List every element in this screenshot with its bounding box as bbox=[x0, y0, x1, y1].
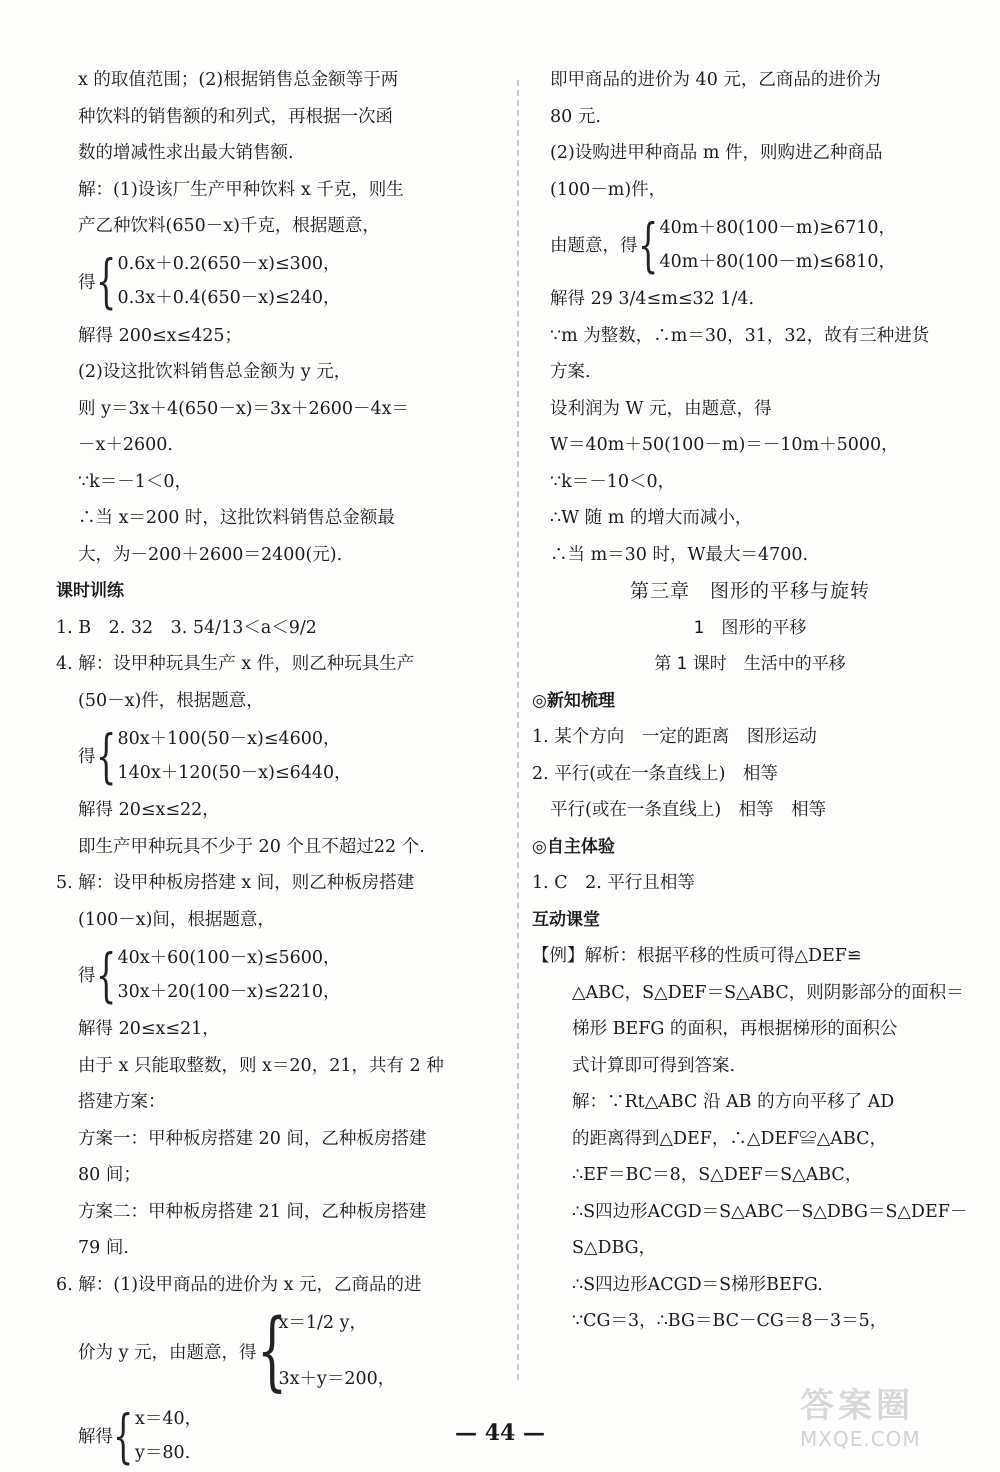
text-line: －x＋2600. bbox=[78, 435, 173, 455]
system-prefix: 由题意，得 bbox=[550, 236, 638, 256]
question-line: 4. 解：设甲种玩具生产 x 件，则乙种玩具生产 bbox=[56, 654, 415, 674]
watermark-logo: 答案圈 bbox=[800, 1386, 914, 1426]
text-line: 数的增减性求出最大销售额. bbox=[78, 143, 294, 163]
brace-icon: { bbox=[95, 721, 116, 790]
system-row: 30x＋20(100－x)≤2210， bbox=[117, 981, 341, 1002]
text-line: 即甲商品的进价为 40 元，乙商品的进价为 bbox=[550, 70, 881, 90]
text-line: 解：(1)设该厂生产甲种饮料 x 千克，则生 bbox=[78, 179, 404, 200]
text-line: 则 y＝3x＋4(650－x)＝3x＋2600－4x＝ bbox=[78, 398, 410, 419]
text-line: 80 元. bbox=[550, 106, 601, 127]
text-line: 种饮料的销售额的和列式，再根据一次函 bbox=[78, 106, 393, 127]
text-line: 解得 20≤x≤21， bbox=[78, 1019, 220, 1039]
brace-icon: { bbox=[95, 940, 116, 1009]
text-line: (2)设购进甲种商品 m 件，则购进乙种商品 bbox=[550, 143, 883, 163]
system-prefix: 得 bbox=[78, 966, 96, 986]
brace-icon: { bbox=[113, 1401, 134, 1470]
brace-icon: { bbox=[95, 247, 116, 315]
section-heading: 互动课堂 bbox=[532, 909, 600, 930]
text-line: ∵m 为整数，∴m＝30，31，32，故有三种进货 bbox=[550, 325, 930, 346]
text-line: (100－m)件， bbox=[550, 179, 667, 200]
section-heading: ◎自主体验 bbox=[532, 836, 615, 857]
example-line: △ABC，S△DEF＝S△ABC，则阴影部分的面积＝ bbox=[572, 982, 964, 1003]
inequality-system bbox=[78, 938, 498, 1011]
text-line: (100－x)间，根据题意， bbox=[78, 909, 275, 930]
example-line: 解：∵Rt△ABC 沿 AB 的方向平移了 AD bbox=[572, 1092, 895, 1112]
answer-line: 1. C 2. 平行且相等 bbox=[532, 873, 695, 893]
text-line: (50－x)件，根据题意， bbox=[78, 690, 264, 711]
example-line: 式计算即可得到答案. bbox=[572, 1055, 736, 1076]
system-prefix: 解得 bbox=[78, 1427, 113, 1447]
system-row: x＝1/2 y， bbox=[278, 1313, 367, 1333]
inequality-system bbox=[550, 208, 950, 281]
question-line: 5. 解：设甲种板房搭建 x 间，则乙种板房搭建 bbox=[56, 873, 415, 893]
text-line: ∴W 随 m 的增大而减小， bbox=[550, 508, 753, 528]
section-heading: 课时训练 bbox=[56, 581, 124, 601]
text-line: x 的取值范围；(2)根据销售总金额等于两 bbox=[78, 70, 399, 90]
brace-icon: { bbox=[256, 1301, 287, 1401]
text-line: 方案一：甲种板房搭建 20 间，乙种板房搭建 bbox=[78, 1128, 427, 1149]
text-line: ∵k＝－1＜0， bbox=[78, 471, 193, 492]
watermark bbox=[800, 1378, 980, 1458]
brace-icon: { bbox=[637, 210, 658, 279]
inequality-system bbox=[78, 245, 498, 318]
text-line: ∴当 x＝200 时，这批饮料销售总金额最 bbox=[78, 508, 395, 528]
answer-line: 平行(或在一条直线上) 相等 相等 bbox=[550, 800, 827, 820]
text-line: ∴当 m＝30 时，W最大＝4700. bbox=[550, 544, 809, 565]
text-line: 解得 29 3/4≤m≤32 1/4. bbox=[550, 289, 755, 309]
system-row: 0.6x＋0.2(650－x)≤300， bbox=[117, 254, 341, 274]
text-line: W＝40m＋50(100－m)＝－10m＋5000， bbox=[550, 435, 899, 455]
right-column bbox=[532, 62, 968, 1340]
question-line: 6. 解：(1)设甲商品的进价为 x 元，乙商品的进 bbox=[56, 1274, 422, 1295]
example-line: ∵CG＝3，∴BG＝BC－CG＝8－3＝5， bbox=[572, 1311, 888, 1331]
text-line: 产乙种饮料(650－x)千克，根据题意， bbox=[78, 216, 380, 236]
text-line: 搭建方案： bbox=[78, 1092, 166, 1112]
system-prefix: 得 bbox=[78, 747, 96, 767]
example-line: 的距离得到△DEF，∴△DEF≌△ABC， bbox=[572, 1128, 887, 1149]
answer-line: 1. 某个方向 一定的距离 图形运动 bbox=[532, 727, 817, 747]
example-line: ∴S四边形ACGD＝S△ABC－S△DBG＝S△DEF－ bbox=[572, 1201, 968, 1222]
text-line: ∵k＝－10＜0， bbox=[550, 471, 676, 492]
text-line: 解得 20≤x≤22， bbox=[78, 800, 220, 820]
system-row: 140x＋120(50－x)≤6440， bbox=[117, 762, 352, 783]
column-divider bbox=[517, 80, 519, 1380]
chapter-title: 第三章 图形的平移与旋转 bbox=[629, 580, 870, 602]
text-line: 由于 x 只能取整数，则 x＝20，21，共有 2 种 bbox=[78, 1055, 444, 1076]
lesson-title: 第 1 课时 生活中的平移 bbox=[654, 654, 846, 674]
text-line: 方案. bbox=[550, 362, 591, 382]
system-row: 40m＋80(100－m)≥6710， bbox=[659, 217, 896, 238]
system-row: y＝80. bbox=[135, 1442, 191, 1463]
system-row: x＝40， bbox=[135, 1408, 203, 1429]
section-heading: ◎新知梳理 bbox=[532, 690, 615, 711]
text-line: 方案二：甲种板房搭建 21 间，乙种板房搭建 bbox=[78, 1201, 427, 1222]
system-prefix: 得 bbox=[78, 272, 96, 293]
example-line: ∴EF＝BC＝8，S△DEF＝S△ABC， bbox=[572, 1165, 863, 1185]
text-line: 79 间. bbox=[78, 1238, 129, 1258]
inequality-system bbox=[78, 719, 498, 792]
system-row: 3x＋y＝200， bbox=[278, 1369, 396, 1389]
section-title: 1 图形的平移 bbox=[693, 617, 807, 638]
text-line: 大，为－200＋2600＝2400(元). bbox=[78, 544, 343, 565]
watermark-url: MXQE.COM bbox=[800, 1427, 921, 1451]
example-line: ∴S四边形ACGD＝S梯形BEFG. bbox=[572, 1274, 823, 1295]
text-line: 解得 200≤x≤425； bbox=[78, 325, 243, 346]
example-line: S△DBG， bbox=[572, 1238, 657, 1258]
system-row: 40m＋80(100－m)≤6810， bbox=[659, 251, 896, 272]
system-prefix: 价为 y 元，由题意，得 bbox=[78, 1342, 257, 1363]
text-line: (2)设这批饮料销售总金额为 y 元， bbox=[78, 362, 352, 382]
answer-line: 2. 平行(或在一条直线上) 相等 bbox=[532, 763, 778, 784]
equation-system bbox=[78, 1303, 498, 1399]
answer-line: 1. B 2. 32 3. 54/13＜a＜9/2 bbox=[56, 617, 317, 638]
example-line: 【例】解析：根据平移的性质可得△DEF≌ bbox=[532, 946, 862, 966]
system-row: 40x＋60(100－x)≤5600， bbox=[117, 947, 341, 968]
page-number: — 44 — bbox=[455, 1420, 545, 1446]
text-line: 设利润为 W 元，由题意，得 bbox=[550, 398, 772, 419]
text-line: 即生产甲种玩具不少于 20 个且不超过22 个. bbox=[78, 836, 425, 857]
text-line: 80 间； bbox=[78, 1165, 141, 1185]
system-row: 80x＋100(50－x)≤4600， bbox=[117, 728, 341, 749]
example-line: 梯形 BEFG 的面积，再根据梯形的面积公 bbox=[572, 1019, 898, 1039]
left-column bbox=[56, 62, 498, 1472]
system-row: 0.3x＋0.4(650－x)≤240， bbox=[117, 288, 341, 308]
